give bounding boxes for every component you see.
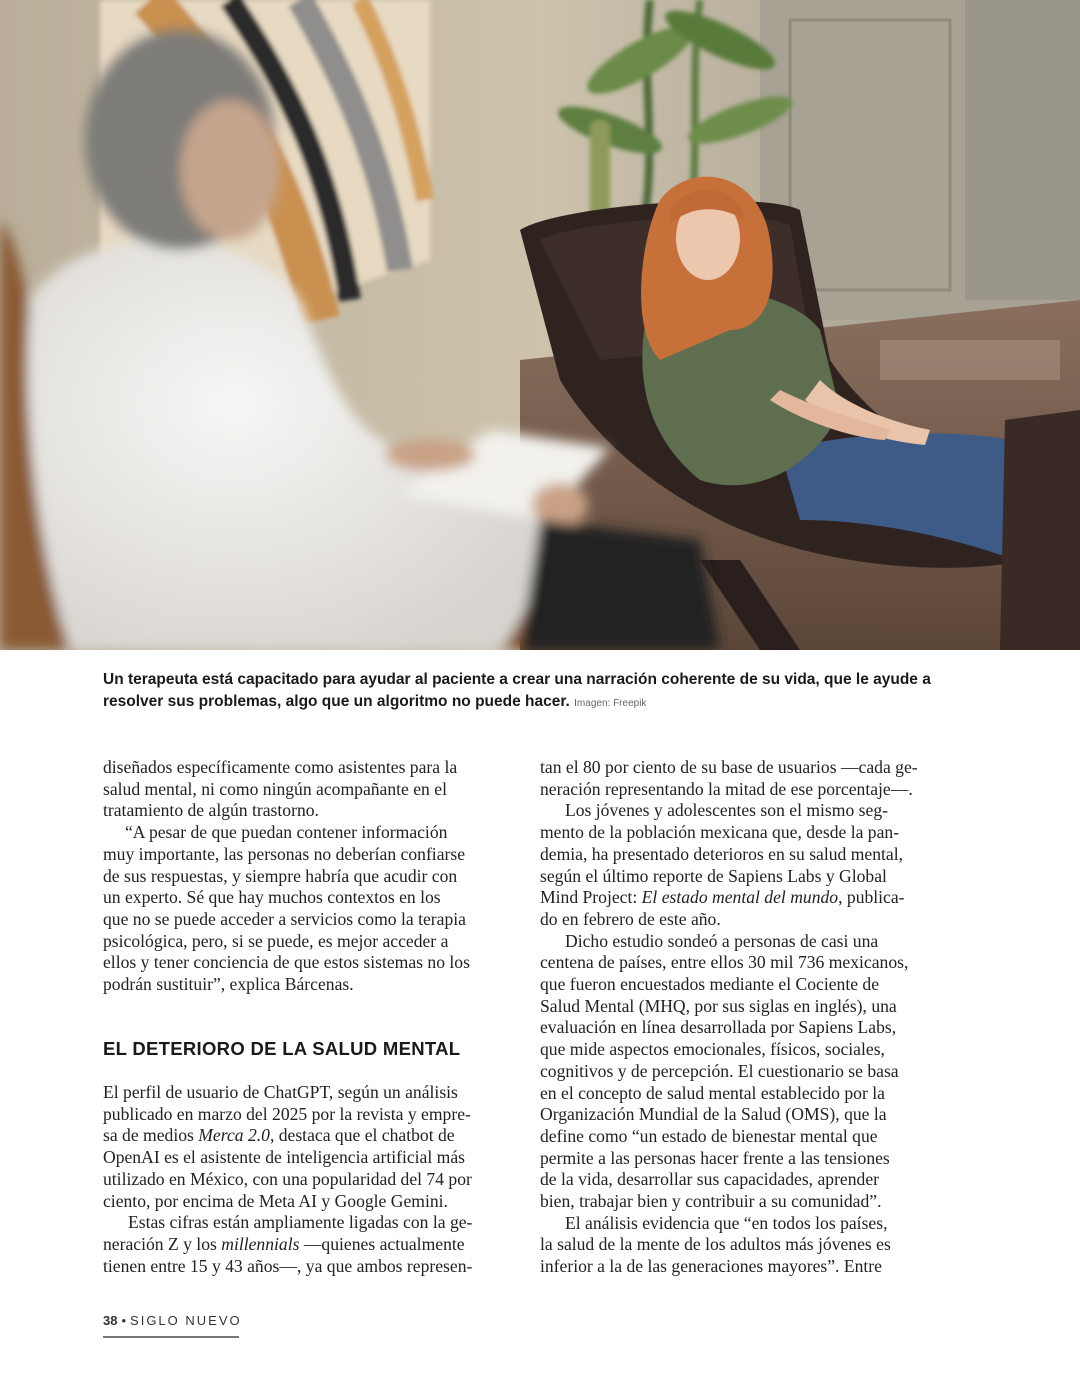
- text-line: inferior a la de las generaciones mayores”. Entre: [540, 1256, 882, 1277]
- text-line: Salud Mental (MHQ, por sus siglas en inglés), una: [540, 995, 897, 1016]
- emphasis-term: millennials: [221, 1233, 300, 1254]
- text-line: do en febrero de este año.: [540, 908, 721, 929]
- text-line: de sus respuestas, y siempre habría que acudir con: [103, 865, 458, 886]
- text-line: permite a las personas hacer frente a las tensiones: [540, 1147, 890, 1168]
- text-line: salud mental, ni como ningún acompañante en el: [103, 778, 447, 799]
- page-number: 38: [103, 1313, 118, 1328]
- text-line: Organización Mundial de la Salud (OMS), que la: [540, 1104, 887, 1125]
- footer-divider: [103, 1336, 239, 1338]
- text-line: Estas cifras están ampliamente ligadas con la ge-: [128, 1212, 473, 1233]
- text-line: OpenAI es el asistente de inteligencia artificial más: [103, 1147, 465, 1168]
- text-line: la salud de la mente de los adultos más jóvenes es: [540, 1234, 891, 1255]
- text-line: utilizado en México, con una popularidad del 74 por: [103, 1168, 472, 1189]
- therapy-session-photo: [0, 0, 1080, 650]
- text-line: ciento, por encima de Meta AI y Google Gemini.: [103, 1190, 448, 1211]
- right-column: [540, 757, 940, 1278]
- text-line: podrán sustituir”, explica Bárcenas.: [103, 974, 354, 995]
- text-line: tratamiento de algún trastorno.: [103, 800, 319, 821]
- text-line: evaluación en línea desarrollada por Sapiens Labs,: [540, 1017, 897, 1038]
- text-line: un experto. Sé que hay muchos contextos en los: [103, 887, 441, 908]
- paragraph: [540, 800, 940, 930]
- text-span: —quienes actualmente: [299, 1233, 465, 1254]
- text-line: cognitivos y de percepción. El cuestionario se basa: [540, 1060, 899, 1081]
- text-line: bien, trabajar bien y contribuir a su comunidad”.: [540, 1191, 882, 1212]
- text-line: que mide aspectos emocionales, físicos, sociales,: [540, 1039, 885, 1060]
- photo-caption: [103, 669, 983, 715]
- text-line: que no se puede acceder a servicios como la terapia: [103, 908, 466, 929]
- text-line: Los jóvenes y adolescentes son el mismo seg-: [565, 800, 888, 821]
- text-line: El análisis evidencia que “en todos los países,: [565, 1212, 888, 1233]
- caption-text: Un terapeuta está capacitado para ayudar al paciente a crear una narración coherente de su vida, que le ayude a resolver sus problemas, algo que un algoritmo no puede hacer.: [103, 671, 931, 710]
- text-span: Mind Project:: [540, 887, 642, 908]
- text-line: [103, 1125, 498, 1147]
- photo-credit: Imagen: Freepik: [574, 698, 647, 709]
- page-footer: [103, 1313, 242, 1328]
- text-line: mento de la población mexicana que, desde la pan-: [540, 822, 900, 843]
- text-line: psicológica, pero, si se puede, es mejor acceder a: [103, 930, 449, 951]
- text-line: diseñados específicamente como asistentes para la: [103, 757, 458, 777]
- photo-illustration: [0, 0, 1080, 650]
- paragraph: [103, 1082, 498, 1212]
- text-line: en el concepto de salud mental establecido por la: [540, 1082, 885, 1103]
- left-column: [103, 757, 498, 996]
- paragraph: [103, 757, 498, 822]
- paragraph: [540, 1213, 940, 1278]
- text-line: define como “un estado de bienestar mental que: [540, 1125, 878, 1146]
- text-line: ellos y tener conciencia de que estos sistemas no los: [103, 952, 470, 973]
- text-line: demia, ha presentado deterioros en su salud mental,: [540, 843, 903, 864]
- text-line: [540, 887, 940, 909]
- text-line: El perfil de usuario de ChatGPT, según un análisis: [103, 1082, 458, 1102]
- text-line: Dicho estudio sondeó a personas de casi una: [565, 930, 879, 951]
- paragraph: [540, 757, 940, 800]
- text-span: neración Z y los: [103, 1233, 222, 1254]
- text-line: publicado en marzo del 2025 por la revista y empre-: [103, 1103, 471, 1124]
- text-line: según el último reporte de Sapiens Labs y Global: [540, 865, 887, 886]
- separator-dot: •: [121, 1313, 127, 1328]
- report-title: El estado mental del mundo: [641, 887, 839, 908]
- publication-name: SIGLO NUEVO: [130, 1313, 242, 1328]
- text-span: , publica-: [838, 887, 905, 908]
- text-line: [103, 1234, 498, 1256]
- section-heading: EL DETERIORO DE LA SALUD MENTAL: [103, 1038, 461, 1059]
- text-line: tienen entre 15 y 43 años—, ya que ambos represen-: [103, 1255, 473, 1276]
- left-column-section: [103, 1082, 498, 1277]
- paragraph: [103, 1212, 498, 1277]
- text-line: “A pesar de que puedan contener información: [125, 822, 448, 843]
- publication-title: Merca 2.0: [198, 1125, 270, 1146]
- text-line: que fueron encuestados mediante el Cociente de: [540, 974, 880, 995]
- text-line: centena de países, entre ellos 30 mil 736 mexicanos,: [540, 952, 909, 973]
- text-span: sa de medios: [103, 1125, 199, 1146]
- text-line: muy importante, las personas no deberían confiarse: [103, 843, 466, 864]
- quote-paragraph: [103, 822, 498, 996]
- text-line: de la vida, desarrollar sus capacidades, aprender: [540, 1169, 880, 1190]
- text-span: , destaca que el chatbot de: [269, 1125, 455, 1146]
- text-line: tan el 80 por ciento de su base de usuarios —cada ge-: [540, 757, 918, 777]
- paragraph: [540, 931, 940, 1213]
- text-line: neración representando la mitad de ese porcentaje—.: [540, 778, 913, 799]
